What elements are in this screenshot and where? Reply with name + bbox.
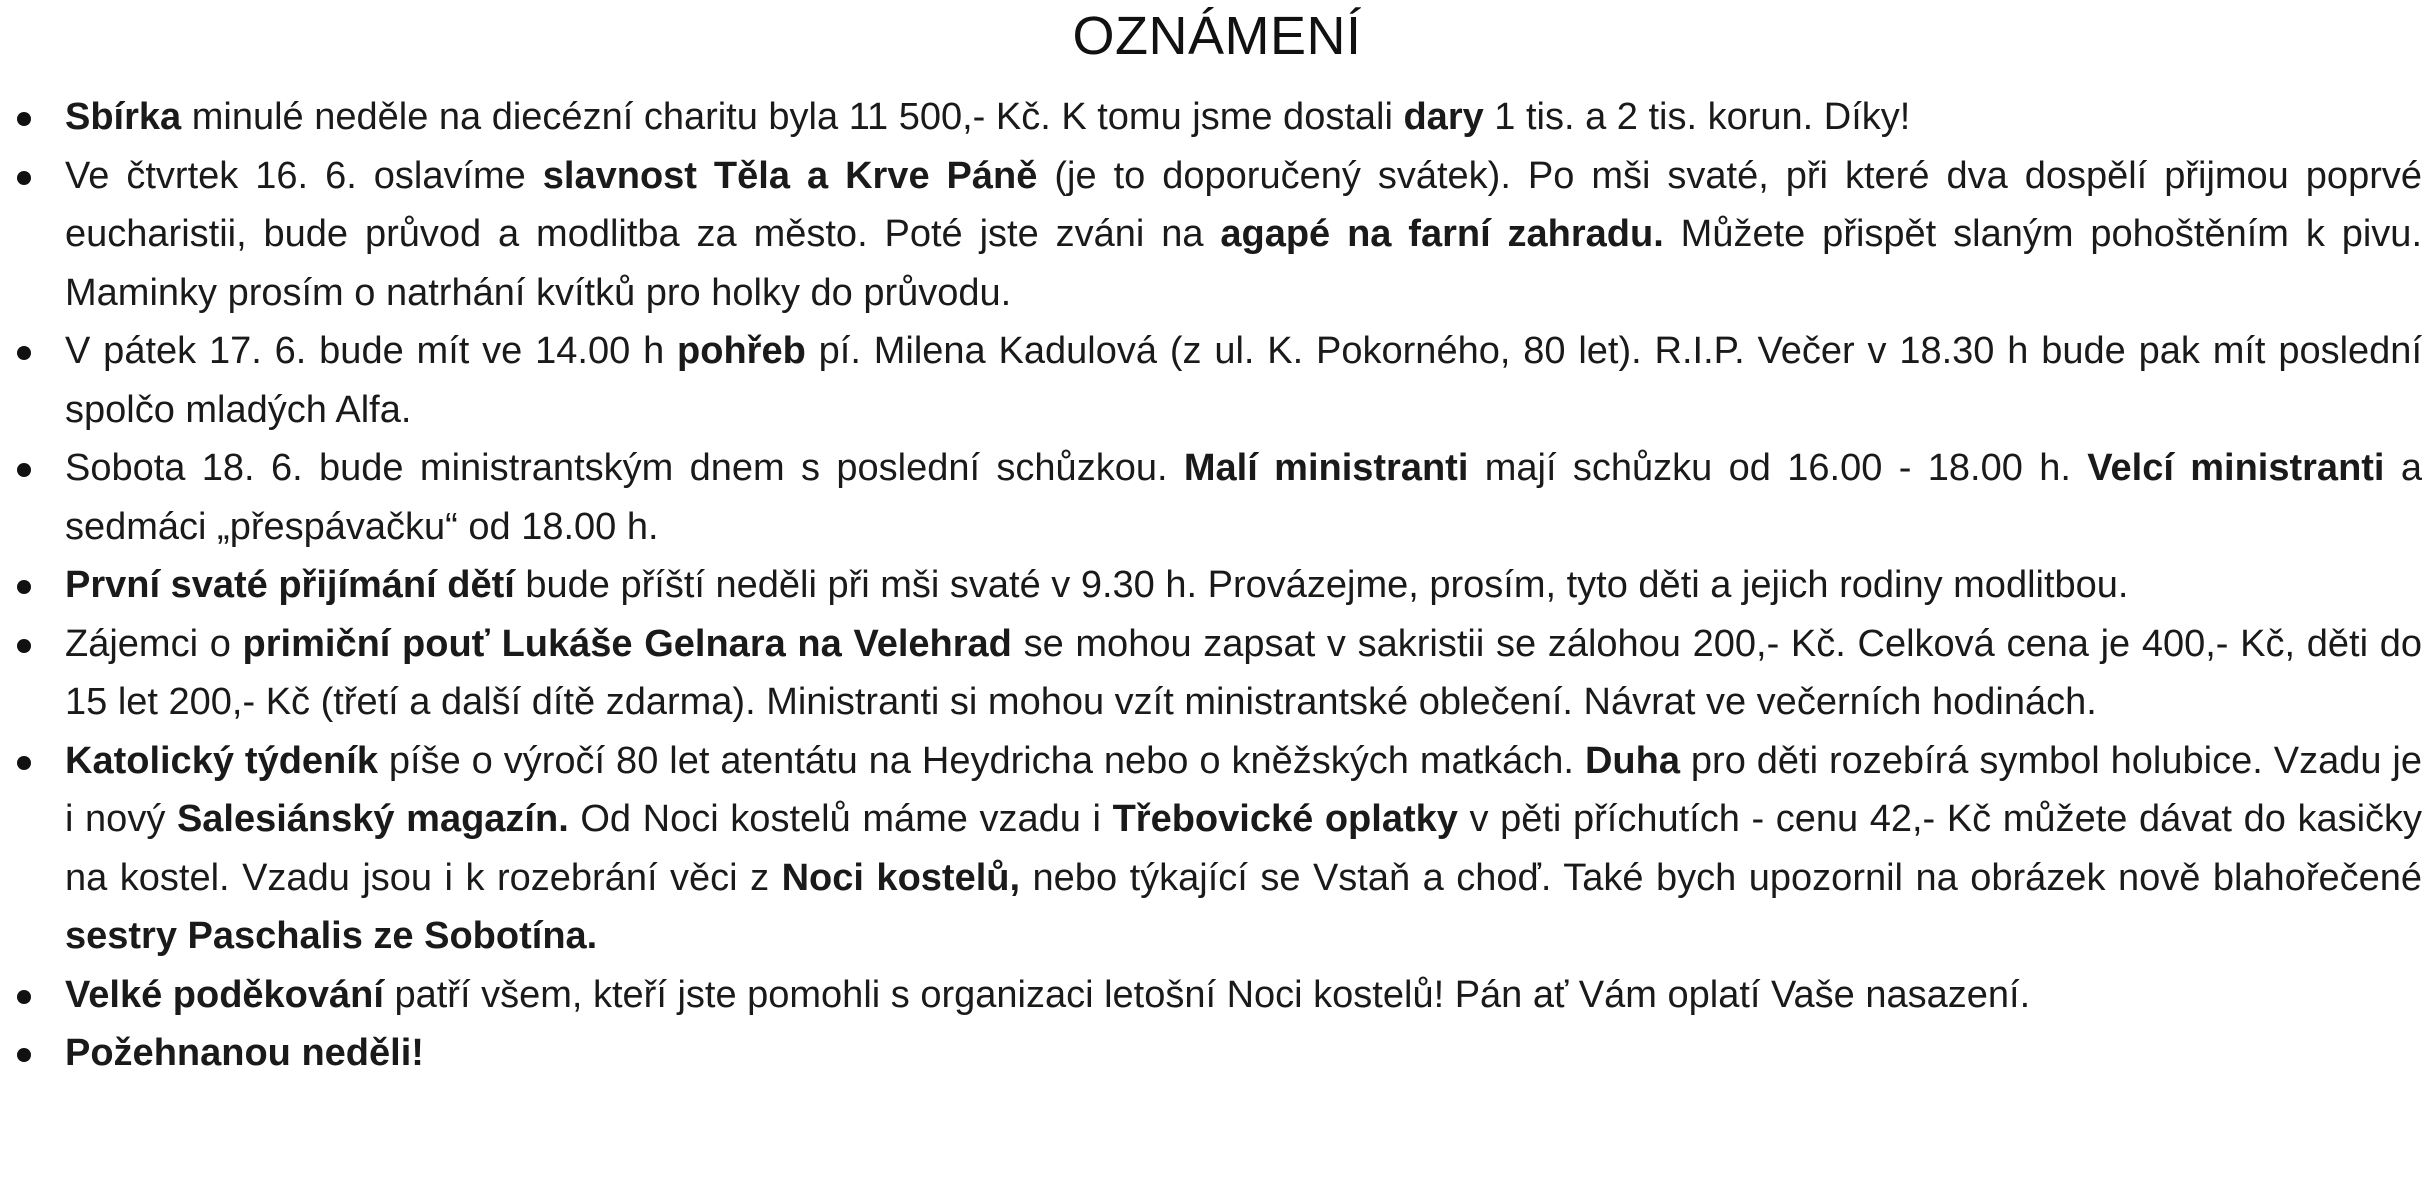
- announcement-page: [0, 6, 2434, 1183]
- bold-text: Salesiánský magazín.: [176, 798, 569, 840]
- body-text: V pátek 17. 6. bude mít ve 14.00 h: [65, 330, 678, 372]
- announcement-item: [12, 1024, 2422, 1083]
- body-text: Zájemci o: [65, 622, 243, 665]
- bold-text: Sbírka: [65, 96, 182, 138]
- body-text: pí. Milena Kadulová (z ul. K. Pokorného, 80 let). R.I.P. Večer v 18.30 h bude pak mít poslední spolčo mladých Alfa.: [65, 330, 2422, 431]
- announcement-item: [12, 88, 2422, 147]
- body-text: se mohou zapsat v sakristii se zálohou 200,- Kč. Celková cena je 400,- Kč, děti do 15 let 200,- Kč (třetí a další dítě zdarma). Ministranti si mohou vzít ministrantské oblečení. Návrat ve večerních hodinách.: [65, 622, 2422, 723]
- announcement-item: [12, 322, 2422, 439]
- bold-text: dary: [1403, 96, 1484, 138]
- announcement-item: [12, 556, 2422, 615]
- bold-text: Požehnanou neděli!: [65, 1032, 424, 1074]
- bold-text: primiční pouť Lukáše Gelnara na Velehrad: [242, 622, 1012, 665]
- bold-text: pohřeb: [677, 330, 806, 372]
- bold-text: Noci kostelů,: [781, 856, 1021, 899]
- bold-text: Malí ministranti: [1183, 447, 1469, 489]
- body-text: 1 tis. a 2 tis. korun. Díky!: [1483, 96, 1911, 138]
- announcement-item: [12, 147, 2422, 323]
- bold-text: sestry Paschalis ze Sobotína.: [65, 915, 598, 957]
- body-text: (je to doporučený svátek). Po mši svaté, při které dva dospělí přijmou poprvé eucharistii, bude průvod a modlitba za město. Poté jste zváni na: [65, 154, 2422, 255]
- bold-text: První svaté přijímání dětí: [65, 564, 515, 606]
- bold-text: Duha: [1584, 739, 1680, 782]
- announcement-item: [12, 966, 2422, 1025]
- bold-text: Velcí ministranti: [2087, 447, 2385, 489]
- body-text: minulé neděle na diecézní charitu byla 11 500,- Kč. K tomu jsme dostali: [181, 96, 1404, 138]
- bold-text: Velké poděkování: [65, 973, 384, 1016]
- announcement-item: [12, 732, 2422, 966]
- announcement-item: [12, 615, 2422, 732]
- body-text: nebo týkající se Vstaň a choď. Také bych upozornil na obrázek nově blahořečené: [1020, 856, 2423, 899]
- body-text: Od Noci kostelů máme vzadu i: [568, 798, 1113, 840]
- body-text: mají schůzku od 16.00 - 18.00 h.: [1468, 447, 2088, 489]
- body-text: Můžete přispět slaným pohoštěním k pivu. Maminky prosím o natrhání kvítků pro holky do průvodu.: [65, 213, 2422, 314]
- body-text: bude příští neděli při mši svaté v 9.30 h. Provázejme, prosím, tyto děti a jejich rodiny modlitbou.: [514, 564, 2129, 606]
- body-text: v pěti příchutích - cenu 42,- Kč můžete dávat do kasičky na kostel. Vzadu jsou i k rozebrání věci z: [65, 798, 2423, 899]
- page-title: OZNÁMENÍ: [1072, 6, 1362, 66]
- bold-text: Třebovické oplatky: [1112, 798, 1458, 840]
- body-text: patří všem, kteří jste pomohli s organizaci letošní Noci kostelů! Pán ať Vám oplatí Vaše nasazení.: [383, 973, 2031, 1016]
- body-text: pro děti rozebírá symbol holubice. Vzadu je i nový: [65, 739, 2422, 840]
- body-text: Ve čtvrtek 16. 6. oslavíme: [65, 154, 543, 197]
- bold-text: slavnost Těla a Krve Páně: [542, 154, 1038, 197]
- bold-text: agapé na farní zahradu.: [1220, 213, 1664, 255]
- body-text: Sobota 18. 6. bude ministrantským dnem s poslední schůzkou.: [65, 447, 1184, 489]
- bold-text: Katolický týdeník: [65, 739, 378, 782]
- body-text: píše o výročí 80 let atentátu na Heydricha nebo o kněžských matkách.: [377, 739, 1585, 782]
- announcement-item: [12, 439, 2422, 556]
- body-text: a sedmáci „přespávačku“ od 18.00 h.: [65, 447, 2422, 548]
- announcement-list: [12, 88, 2422, 1083]
